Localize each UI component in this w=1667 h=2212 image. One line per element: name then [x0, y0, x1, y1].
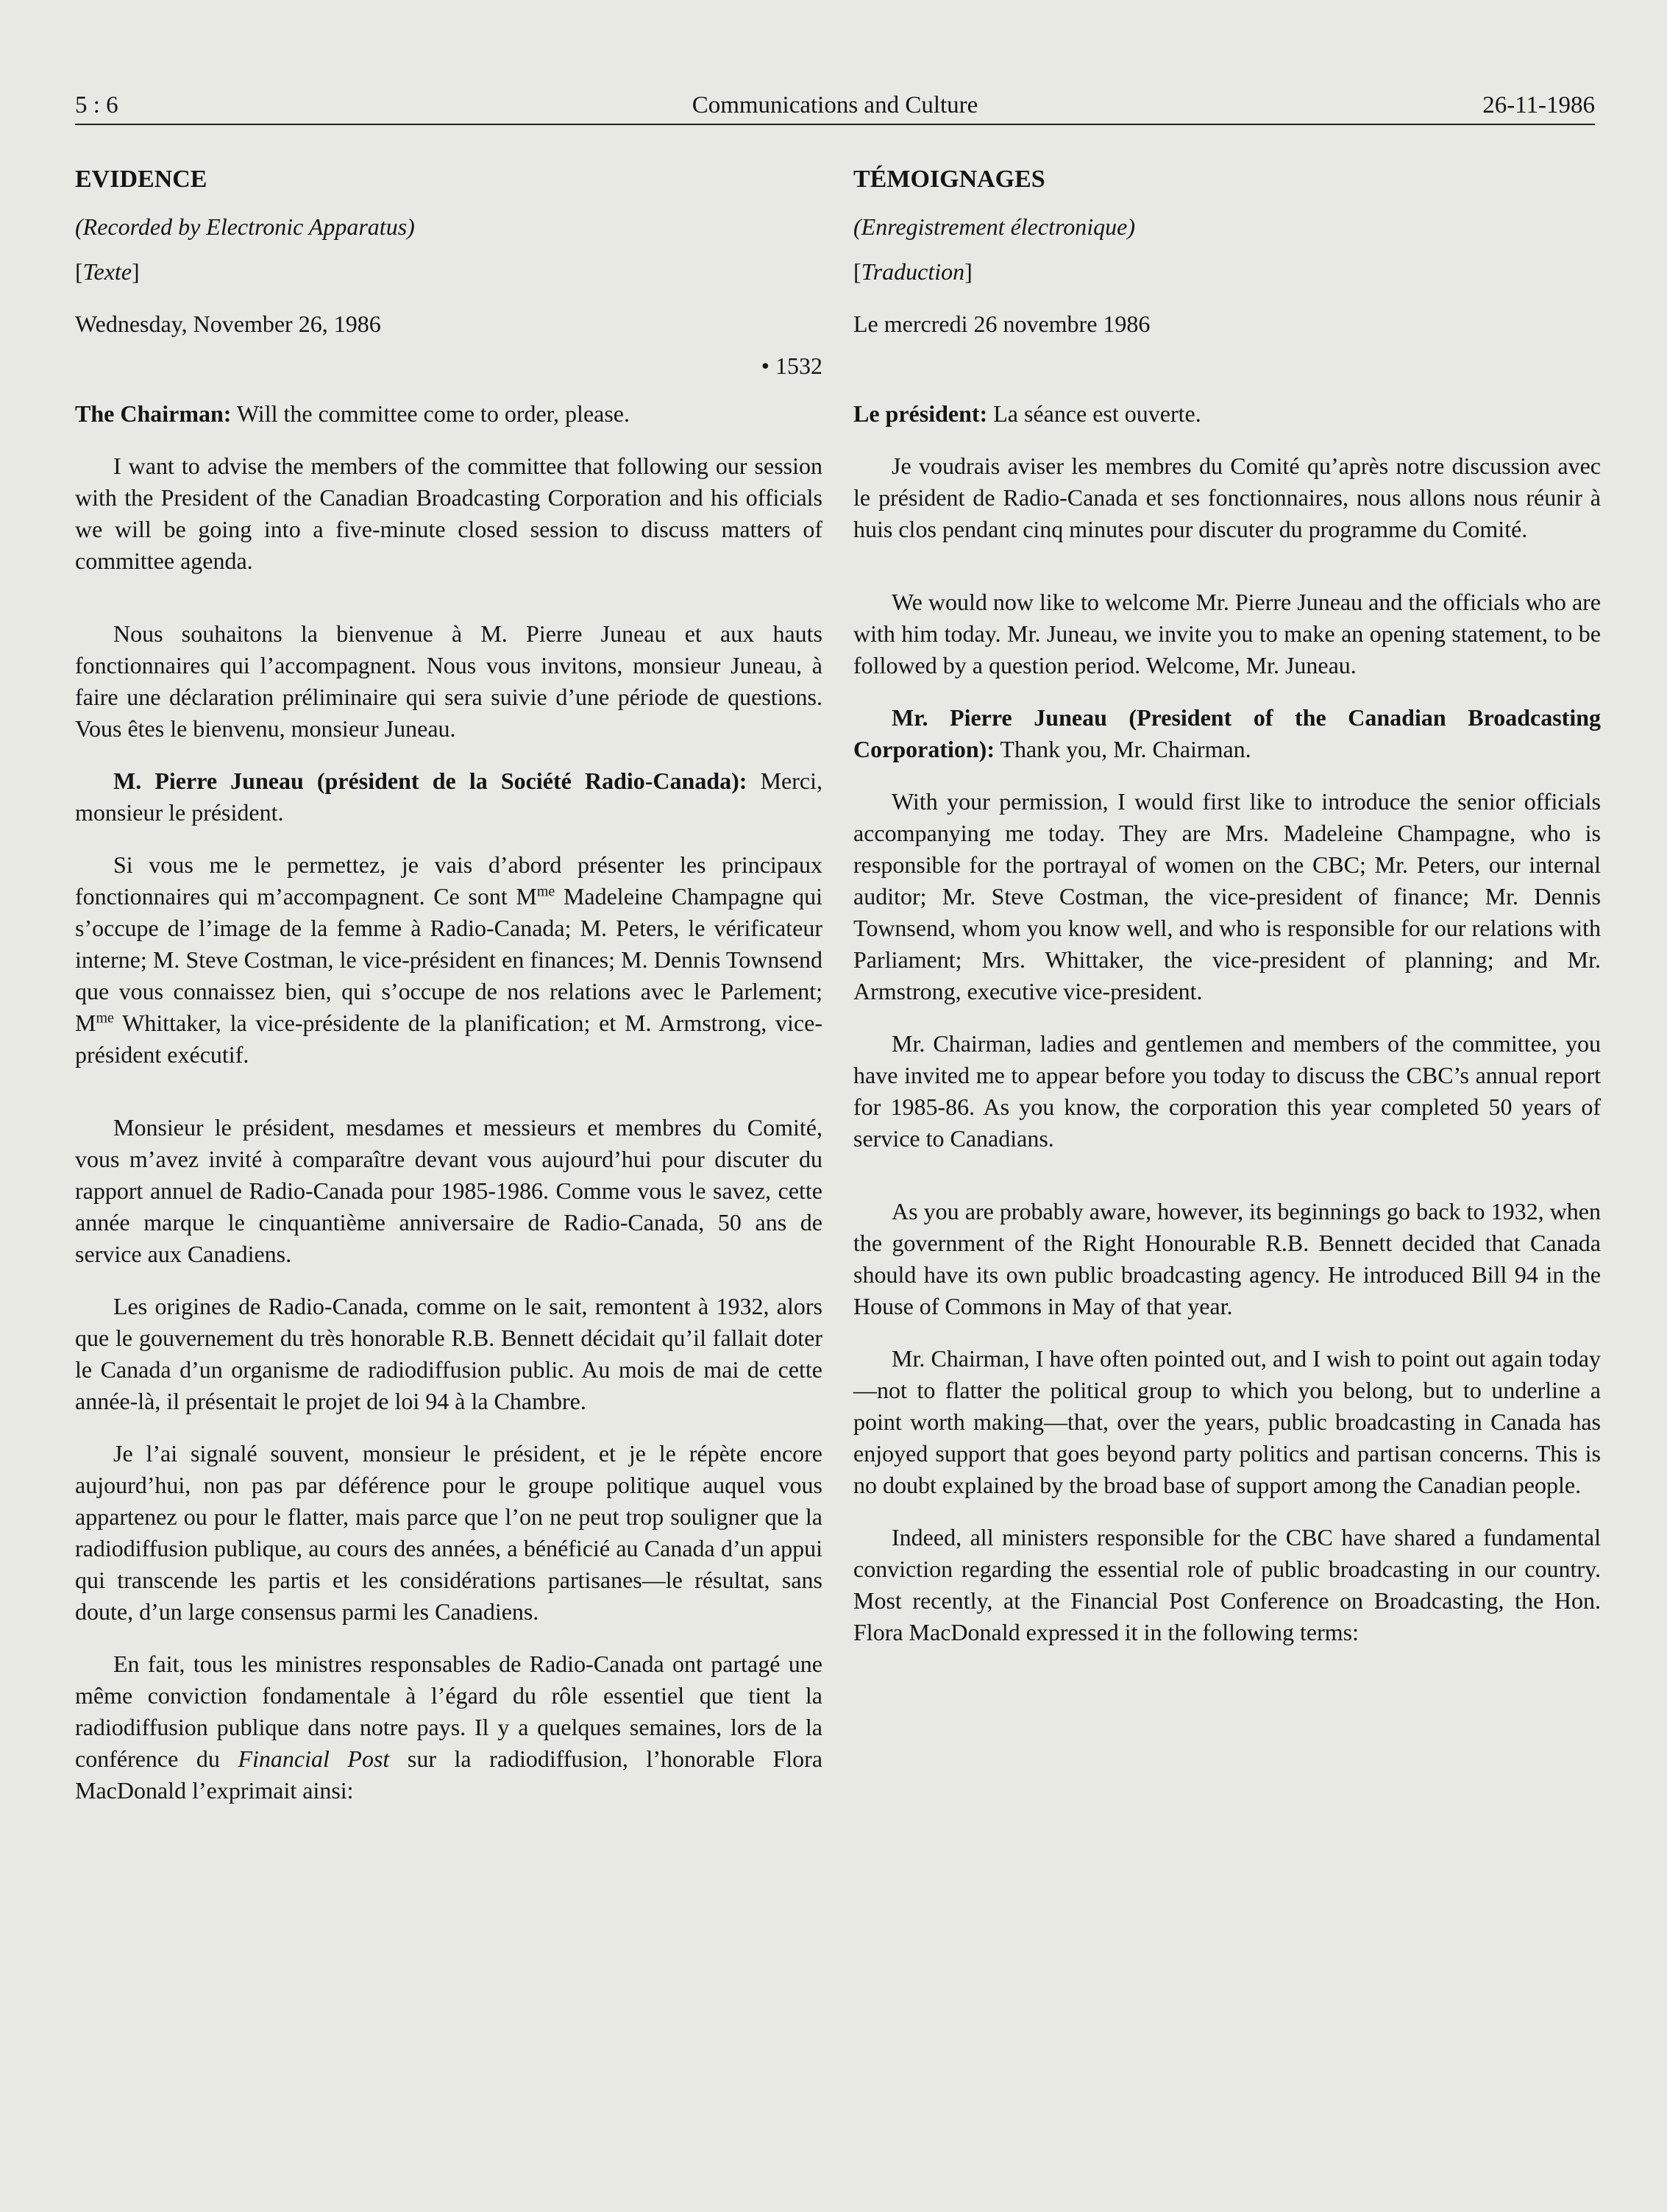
english-column [75, 163, 822, 1827]
paragraph: Les origines de Radio-Canada, comme on le sait, remontent à 1932, alors que le gouvernement du très honorable R.B. Bennett décidait qu’il fallait doter le Canada d’un organisme de radiodiffusion public. Au mois de mai de cette année-là, il présentait le projet de loi 94 à la Chambre. [75, 1293, 822, 1414]
section-heading: EVIDENCE [75, 166, 207, 193]
speaker-name: Mr. Pierre Juneau (President of the Canadian Broadcasting Corporation): [853, 704, 1601, 762]
header-date: 26-11-1986 [1482, 92, 1595, 118]
paragraph: Nous souhaitons la bienvenue à M. Pierre Juneau et aux hauts fonctionnaires qui l’accompagnent. Nous vous invitons, monsieur Juneau, à faire une déclaration préliminaire qui sera suivie d’une période de questions. Vous êtes le bienvenu, monsieur Juneau. [75, 620, 822, 742]
section-subtitle: (Enregistrement électronique) [853, 213, 1135, 240]
paragraph: I want to advise the members of the committee that following our session with the President of the Canadian Broadcasting Corporation and his officials we will be going into a five-minute closed session to discuss matters of committee agenda. [75, 453, 822, 574]
speaker-name: Le président: [853, 400, 988, 427]
session-date: Wednesday, November 26, 1986 [75, 311, 381, 337]
header-rule [75, 124, 1595, 125]
time-spacer [853, 350, 1601, 382]
section-heading: TÉMOIGNAGES [853, 166, 1045, 193]
page-number: 5 : 6 [75, 92, 118, 118]
page-header [75, 87, 1595, 124]
paragraph: Monsieur le président, mesdames et messieurs et membres du Comité, vous m’avez invité à comparaître devant vous aujourd’hui pour discuter du rapport annuel de Radio-Canada pour 1985-1986. Comme vous le savez, cette année marque le cinquantième anniversaire de Radio-Canada, 50 ans de service aux Canadiens. [75, 1114, 822, 1267]
session-date: Le mercredi 26 novembre 1986 [853, 311, 1151, 337]
speaker-name: M. Pierre Juneau (président de la Société Radio-Canada): [113, 768, 747, 794]
paragraph: Le président: La séance est ouverte. [853, 400, 1201, 427]
paragraph: M. Pierre Juneau (président de la Société Radio-Canada): Merci, monsieur le président. [75, 768, 823, 826]
paragraph: Indeed, all ministers responsible for the CBC have shared a fundamental conviction regarding the essential role of public broadcasting in our country. Most recently, at the Financial Post Conference on Broadcasting, the Hon. Flora MacDonald expressed it in the following terms: [853, 1524, 1601, 1645]
paragraph: En fait, tous les ministres responsables de Radio-Canada ont partagé une même conviction fondamentale à l’égard du rôle essentiel que tient la radiodiffusion publique dans notre pays. Il y a quelques semaines, lors de la conférence du Financial Post sur la radiodiffusion, l’honorable Flora MacDonald l’exprimait ainsi: [75, 1651, 823, 1804]
language-tag: [Traduction] [853, 258, 973, 285]
section-subtitle: (Recorded by Electronic Apparatus) [75, 213, 415, 240]
paragraph: The Chairman: Will the committee come to order, please. [75, 400, 630, 427]
paragraph: We would now like to welcome Mr. Pierre Juneau and the officials who are with him today. Mr. Juneau, we invite you to make an opening statement, to be followed by a question period. Welcome, Mr. Juneau. [853, 589, 1601, 678]
paragraph: Je l’ai signalé souvent, monsieur le président, et je le répète encore aujourd’hui, non pas par déférence pour le groupe politique auquel vous appartenez ou pour le flatter, mais parce que l’on ne peut trop souligner que la radiodiffusion publique, au cours des années, a bénéficié au Canada d’un appui qui transcende les partis et les considérations partisanes—le résultat, sans doute, d’un large consensus parmi les Canadiens. [75, 1440, 822, 1625]
language-tag: [Texte] [75, 258, 140, 285]
running-title: Communications and Culture [692, 92, 978, 118]
paragraph: With your permission, I would first like to introduce the senior officials accompanying me today. They are Mrs. Madeleine Champagne, who is responsible for the portrayal of women on the CBC; Mr. Peters, our internal auditor; Mr. Steve Costman, the vice-president of finance; Mr. Dennis Townsend, whom you know well, and who is responsible for our relations with Parliament; Mrs. Whittaker, the vice-president of planning; and Mr. Armstrong, executive vice-president. [853, 788, 1601, 1004]
paragraph: Mr. Chairman, ladies and gentlemen and members of the committee, you have invited me to appear before you today to discuss the CBC’s annual report for 1985-86. As you know, the corporation this year completed 50 years of service to Canadians. [853, 1030, 1601, 1152]
french-column [853, 163, 1601, 1669]
time-marker: • 1532 [761, 352, 822, 379]
paragraph: Mr. Chairman, I have often pointed out, and I wish to point out again today—not to flatter the political group to which you belong, but to underline a point worth making—that, over the years, public broadcasting in Canada has enjoyed support that goes beyond party politics and partisan concerns. This is no doubt explained by the broad base of support among the Canadian people. [853, 1345, 1601, 1498]
paragraph: Mr. Pierre Juneau (President of the Canadian Broadcasting Corporation): Thank you, Mr. Chairman. [853, 704, 1601, 762]
speaker-name: The Chairman: [75, 400, 232, 427]
paragraph: Je voudrais aviser les membres du Comité qu’après notre discussion avec le président de Radio-Canada et ses fonctionnaires, nous allons nous réunir à huis clos pendant cinq minutes pour discuter du programme du Comité. [853, 453, 1601, 542]
paragraph: As you are probably aware, however, its beginnings go back to 1932, when the government of the Right Honourable R.B. Bennett decided that Canada should have its own public broadcasting agency. He introduced Bill 94 in the House of Commons in May of that year. [853, 1198, 1601, 1319]
paragraph: Si vous me le permettez, je vais d’abord présenter les principaux fonctionnaires qui m’accompagnent. Ce sont $M^{me}$ Madeleine Champagne qui s’occupe de l’image de la femme à Radio-Canada; M. Peters, le vérificateur interne; M. Steve Costman, le vice-président en finances; M. Dennis Townsend que vous connaissez bien, qui s’occupe de nos relations avec le Parlement; $M^{me}$ Whittaker, la vice-présidente de la planification; et M. Armstrong, vice-président exécutif. [75, 851, 823, 1068]
